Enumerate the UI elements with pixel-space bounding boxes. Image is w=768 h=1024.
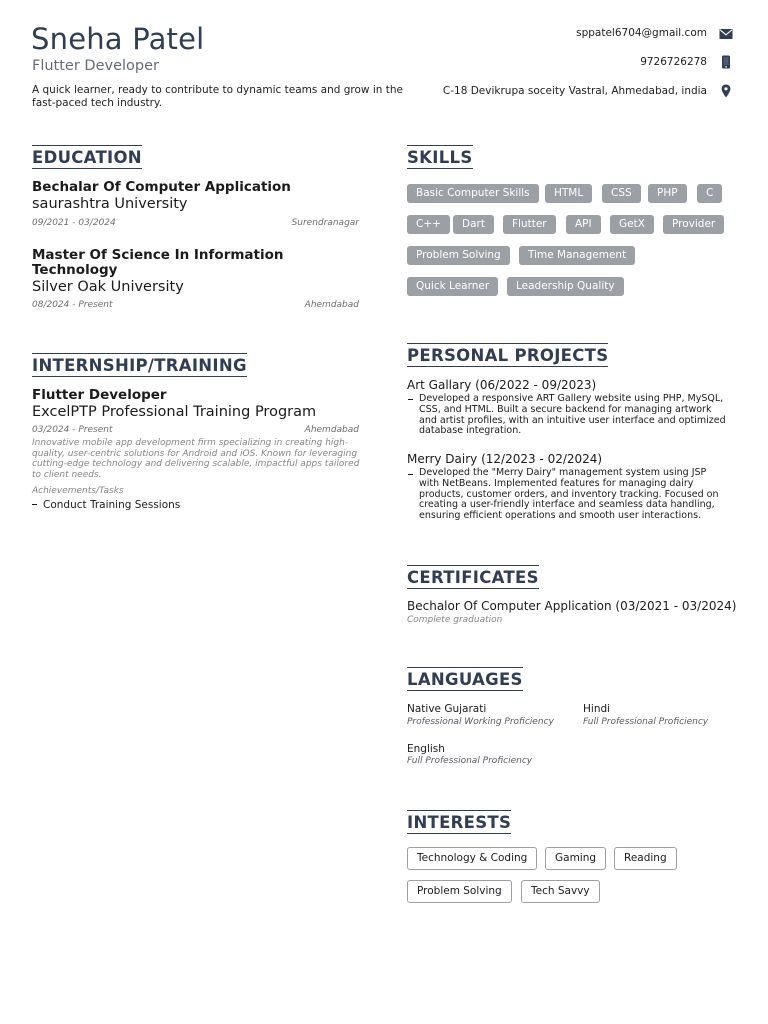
- education-institution: Silver Oak University: [32, 279, 184, 295]
- interests-heading: INTERESTS: [407, 813, 512, 832]
- internship-description: Innovative mobile app development firm specializing in creating high-quality, user-centric solutions for Android and iOS. Known for leveraging cutting-edge technology and delivering scalable, impactful apps tailored to client needs.: [32, 438, 360, 480]
- skill-pill: Time Management: [519, 246, 635, 265]
- skill-pill: HTML: [545, 184, 592, 203]
- internship-role: Flutter Developer: [32, 387, 167, 403]
- project-description: Developed the "Merry Dairy" management system using JSP with NetBeans. Implemented features for managing dairy products, customer orders, and inventory tracking. Focused on creating a user-friendly interface and seamless data handling, ensuring efficient operations and smooth user interactions.: [419, 467, 719, 522]
- project-title: Art Gallary (06/2022 - 09/2023): [407, 378, 597, 392]
- skill-pill: Leadership Quality: [507, 277, 624, 296]
- skill-pill: Problem Solving: [407, 246, 510, 265]
- skill-pill: GetX: [610, 215, 654, 234]
- bullet-dash-icon: [408, 399, 413, 400]
- education-degree: Bechalar Of Computer Application: [32, 179, 291, 195]
- education-dates: 09/2021 - 03/2024: [32, 218, 116, 228]
- email-text[interactable]: sppatel6704@gmail.com: [576, 27, 707, 39]
- education-degree: Master Of Science In Information Technology: [32, 247, 284, 278]
- language-name: English: [407, 743, 445, 755]
- skill-pill: Dart: [453, 215, 494, 234]
- interest-tag: Technology & Coding: [407, 847, 537, 870]
- summary-text: A quick learner, ready to contribute to dynamic teams and grow in the fast-paced tech industry.: [32, 84, 403, 109]
- interest-tag: Tech Savvy: [521, 880, 600, 903]
- interest-tag: Problem Solving: [407, 880, 512, 903]
- candidate-role: Flutter Developer: [32, 58, 159, 74]
- task-item: [32, 499, 180, 511]
- education-institution: saurashtra University: [32, 196, 188, 212]
- candidate-name: Sneha Patel: [31, 22, 205, 56]
- bullet-dash-icon: [408, 474, 413, 475]
- language-level: Full Professional Proficiency: [407, 756, 533, 766]
- phone-text[interactable]: 9726726278: [640, 56, 707, 68]
- address-text: C-18 Devikrupa soceity Vastral, Ahmedabad, india: [442, 85, 707, 97]
- internship-heading: INTERNSHIP/TRAINING: [32, 356, 247, 375]
- education-dates: 08/2024 - Present: [32, 300, 113, 310]
- education-heading: EDUCATION: [32, 148, 142, 167]
- skill-pill: Provider: [663, 215, 724, 234]
- interest-tag: Reading: [614, 847, 677, 870]
- envelope-icon: [719, 27, 733, 41]
- skill-pill: Quick Learner: [407, 277, 498, 296]
- language-name: Hindi: [583, 703, 611, 715]
- bullet-dash-icon: [32, 504, 37, 505]
- internship-company: ExcelPTP Professional Training Program: [32, 404, 317, 420]
- language-level: Professional Working Proficiency: [407, 717, 554, 727]
- achievements-label: Achievements/Tasks: [32, 486, 124, 496]
- skill-pill: CSS: [602, 184, 641, 203]
- skill-pill: C: [697, 184, 722, 203]
- skill-pill: Flutter: [503, 215, 556, 234]
- task-text: Conduct Training Sessions: [43, 499, 181, 511]
- internship-location: Ahemdabad: [304, 425, 359, 435]
- project-title: Merry Dairy (12/2023 - 02/2024): [407, 452, 603, 466]
- education-location: Ahemdabad: [304, 300, 359, 310]
- certificates-heading: CERTIFICATES: [407, 568, 539, 587]
- location-pin-icon: [719, 84, 733, 98]
- project-description: Developed a responsive ART Gallery website using PHP, MySQL, CSS, and HTML. Built a secure backend for managing artwork and artist profiles, with an intuitive user interface and optimized database integration.: [419, 393, 726, 437]
- language-name: Native Gujarati: [407, 703, 487, 715]
- languages-heading: LANGUAGES: [407, 670, 523, 689]
- projects-heading: PERSONAL PROJECTS: [407, 346, 609, 365]
- certificate-note: Complete graduation: [407, 615, 503, 625]
- skills-heading: SKILLS: [407, 148, 473, 167]
- skill-pill: Basic Computer Skills: [407, 184, 539, 203]
- certificate-title: Bechalor Of Computer Application (03/2021 - 03/2024): [407, 599, 737, 613]
- phone-icon: [719, 55, 733, 69]
- education-location: Surendranagar: [291, 218, 359, 228]
- education-meta: [32, 218, 359, 228]
- interest-tag: Gaming: [545, 847, 606, 870]
- skill-pill: C++: [407, 215, 450, 234]
- skill-pill: API: [566, 215, 601, 234]
- internship-meta: [32, 425, 359, 435]
- education-meta: [32, 300, 359, 310]
- skill-pill: PHP: [648, 184, 687, 203]
- language-level: Full Professional Proficiency: [583, 717, 709, 727]
- internship-dates: 03/2024 - Present: [32, 425, 113, 435]
